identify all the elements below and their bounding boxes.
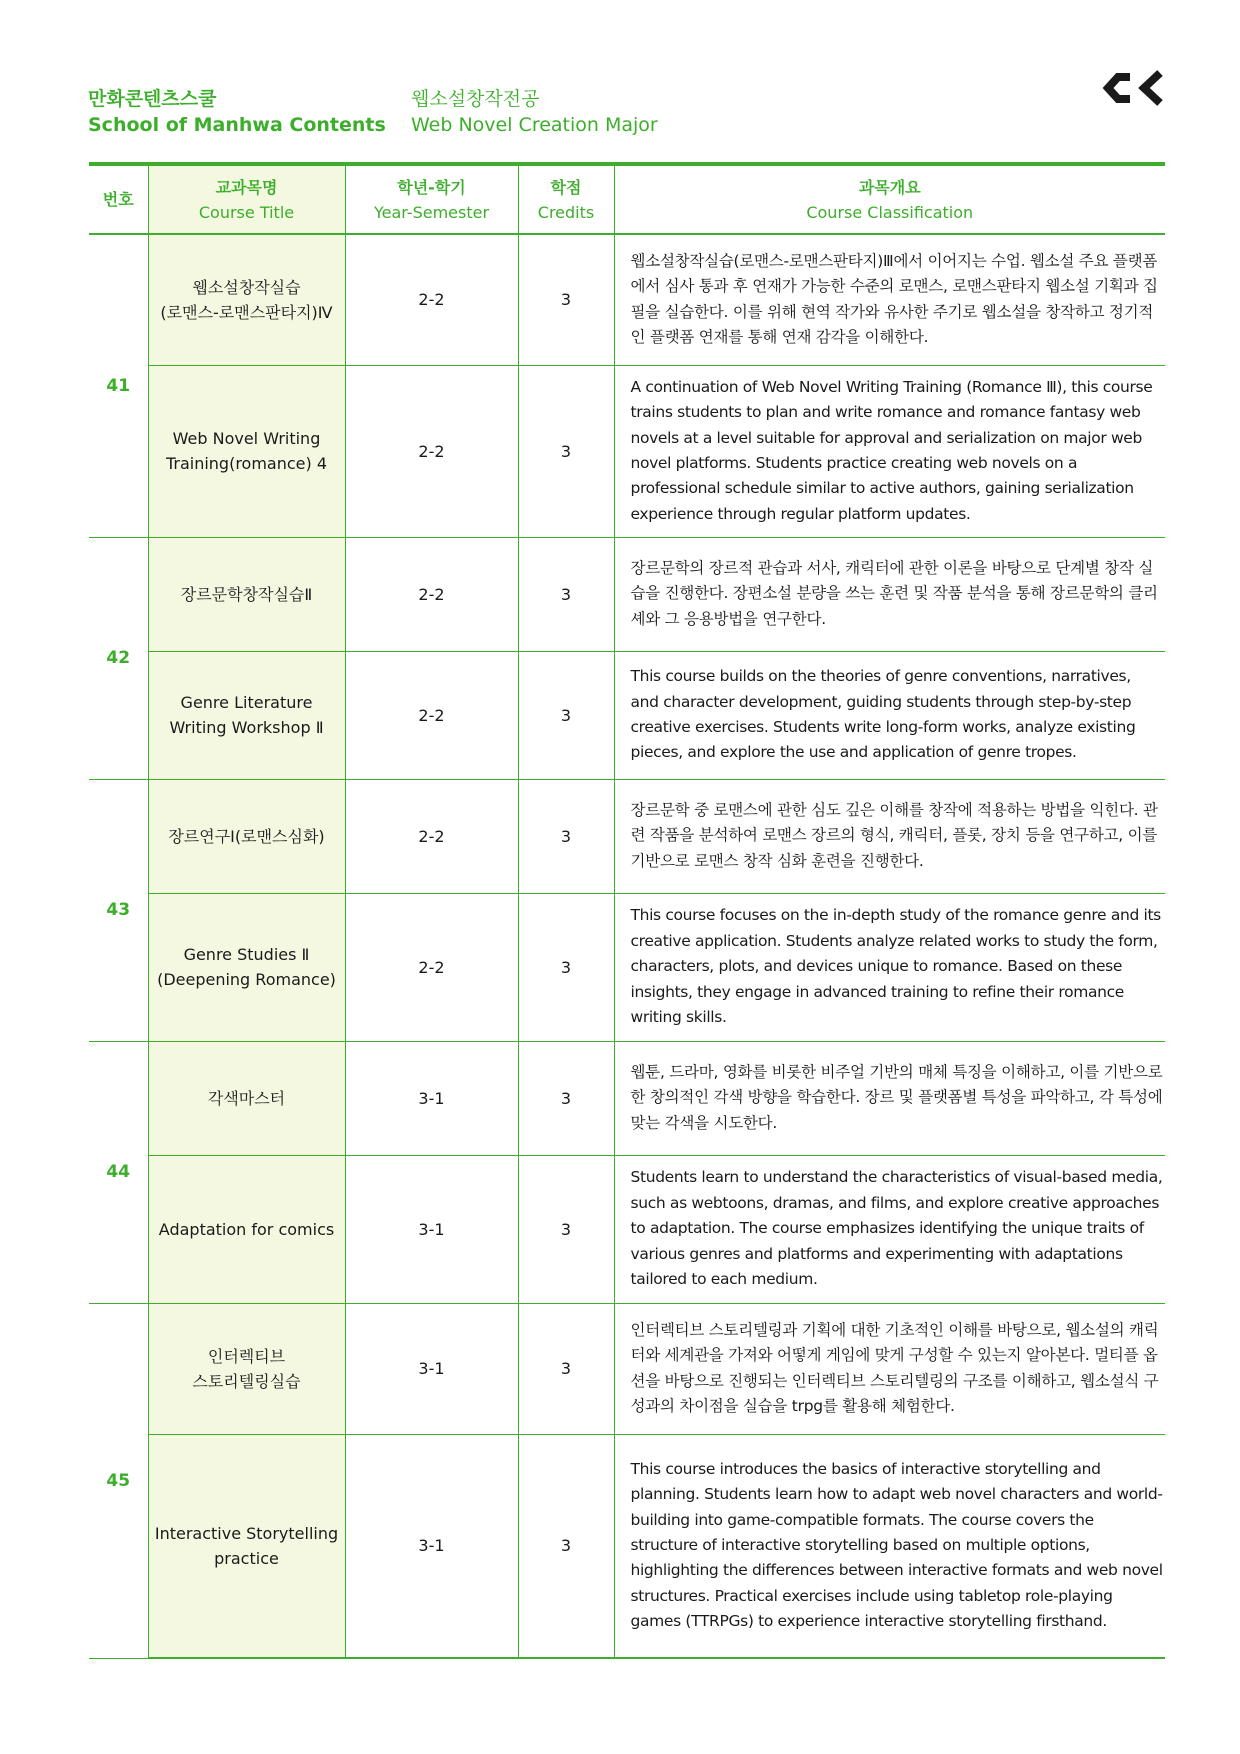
course-description-en: This course introduces the basics of interactive storytelling and planning. Students learn how to adapt web novel characters and world-building into game-compatible formats. The course covers the structure of interactive storytelling based on multiple options, highlighting the differences between interactive formats and web novel structures. Practical exercises include using tabletop role-playing games (TTRPGs) to experience interactive storytelling firsthand. <box>614 1434 1165 1658</box>
table-row <box>89 1041 1165 1155</box>
course-title-line: 장르연구Ⅰ(로맨스심화) <box>168 826 325 846</box>
course-title-line: 스토리텔링실습 <box>192 1371 301 1391</box>
course-title-en <box>148 1155 345 1303</box>
course-title-line: Genre Literature <box>180 693 313 712</box>
school-name <box>88 86 386 138</box>
ck-logo-icon <box>1100 68 1166 108</box>
course-number: 44 <box>89 1041 148 1303</box>
course-title-ko <box>148 779 345 893</box>
course-description-ko: 웹툰, 드라마, 영화를 비롯한 비주얼 기반의 매체 특징을 이해하고, 이를 기반으로 한 창의적인 각색 방향을 학습한다. 장르 및 플랫폼별 특성을 파악하고, 각 특성에 맞는 각색을 시도한다. <box>614 1041 1165 1155</box>
credits: 3 <box>518 365 614 537</box>
table-header-row <box>89 164 1165 234</box>
credits: 3 <box>518 651 614 779</box>
header-credits-ko: 학점 <box>550 177 582 197</box>
course-title-line: practice <box>214 1548 279 1568</box>
course-description-ko: 웹소설창작실습(로맨스-로맨스판타지)Ⅲ에서 이어지는 수업. 웹소설 주요 플랫폼에서 심사 통과 후 연재가 가능한 수준의 로맨스, 로맨스판타지 웹소설 기획과 집필을 실습한다. 이를 위해 현역 작가와 유사한 주기로 웹소설을 창작하고 정기적인 플랫폼 연재를 통해 연재 감각을 이해한다. <box>614 234 1165 365</box>
year-semester: 2-2 <box>345 893 518 1041</box>
table-row <box>89 537 1165 651</box>
course-title-line: Genre Studies Ⅱ <box>183 945 310 964</box>
credits: 3 <box>518 779 614 893</box>
year-semester: 2-2 <box>345 537 518 651</box>
year-semester: 2-2 <box>345 651 518 779</box>
course-description-en: A continuation of Web Novel Writing Training (Romance Ⅲ), this course trains students to plan and write romance and romance fantasy web novels at a level suitable for approval and serialization on major web novel platforms. Students practice creating web novels on a professional schedule similar to active authors, gaining serialization experience through regular platform updates. <box>614 365 1165 537</box>
credits: 3 <box>518 1434 614 1658</box>
course-number: 45 <box>89 1303 148 1658</box>
course-title-line: (로맨스-로맨스판타지)Ⅳ <box>160 302 333 322</box>
course-description-en: Students learn to understand the characteristics of visual-based media, such as webtoons, dramas, and films, and explore creative approaches to adaptation. The course emphasizes identifying the unique traits of various genres and platforms and experimenting with adaptations tailored to each medium. <box>614 1155 1165 1303</box>
course-number: 42 <box>89 537 148 779</box>
table-row <box>89 779 1165 893</box>
table-row <box>89 234 1165 365</box>
header-no <box>89 164 148 234</box>
course-title-ko <box>148 234 345 365</box>
course-title-ko <box>148 1303 345 1434</box>
table-row <box>89 1434 1165 1658</box>
year-semester: 2-2 <box>345 365 518 537</box>
header-credits-en: Credits <box>537 202 595 222</box>
year-semester: 3-1 <box>345 1041 518 1155</box>
credits: 3 <box>518 1155 614 1303</box>
course-table <box>89 162 1165 1659</box>
header-year-semester-ko: 학년-학기 <box>397 177 466 197</box>
header-course-classification-ko: 과목개요 <box>858 177 921 197</box>
table-row <box>89 1303 1165 1434</box>
year-semester: 3-1 <box>345 1303 518 1434</box>
course-description-ko: 장르문학의 장르적 관습과 서사, 캐릭터에 관한 이론을 바탕으로 단계별 창작 실습을 진행한다. 장편소설 분량을 쓰는 훈련 및 작품 분석을 통해 장르문학의 클리셰와 그 응용방법을 연구한다. <box>614 537 1165 651</box>
course-title-en <box>148 365 345 537</box>
header-course-classification-en: Course Classification <box>806 202 974 222</box>
course-description-ko: 인터렉티브 스토리텔링과 기획에 대한 기초적인 이해를 바탕으로, 웹소설의 캐릭터와 세계관을 가져와 어떻게 게임에 맞게 구성할 수 있는지 알아본다. 멀티플 옵션을 바탕으로 진행되는 인터렉티브 스토리텔링의 구조를 이해하고, 웹소설식 구성과의 차이점을 실습을 trpg를 활용해 체험한다. <box>614 1303 1165 1434</box>
header-year-semester-en: Year-Semester <box>373 202 490 222</box>
header-course-title-ko: 교과목명 <box>215 177 278 197</box>
year-semester: 2-2 <box>345 779 518 893</box>
table-row <box>89 893 1165 1041</box>
credits: 3 <box>518 537 614 651</box>
school-name-en: School of Manhwa Contents <box>88 114 386 136</box>
course-title-line: 인터렉티브 <box>207 1346 286 1366</box>
header-course-title <box>148 164 345 234</box>
school-name-ko: 만화콘텐츠스쿨 <box>88 88 217 110</box>
course-title-line: Interactive Storytelling <box>154 1523 339 1543</box>
course-title-line: (Deepening Romance) <box>157 970 336 989</box>
course-title-line: Adaptation for comics <box>158 1219 335 1239</box>
header-course-classification <box>614 164 1165 234</box>
year-semester: 3-1 <box>345 1434 518 1658</box>
header-course-title-en: Course Title <box>198 202 295 222</box>
credits: 3 <box>518 893 614 1041</box>
header-year-semester <box>345 164 518 234</box>
course-title-en <box>148 1434 345 1658</box>
course-title-line: 장르문학창작실습Ⅱ <box>180 584 313 604</box>
major-name-ko: 웹소설창작전공 <box>411 88 540 110</box>
year-semester: 3-1 <box>345 1155 518 1303</box>
course-number: 41 <box>89 234 148 537</box>
table-row <box>89 365 1165 537</box>
course-title-en <box>148 651 345 779</box>
table-row <box>89 1155 1165 1303</box>
header-credits <box>518 164 614 234</box>
major-name <box>411 86 658 138</box>
course-description-en: This course builds on the theories of genre conventions, narratives, and character development, guiding students through step-by-step creative exercises. Students write long-form works, analyze existing pieces, and explore the use and application of genre tropes. <box>614 651 1165 779</box>
credits: 3 <box>518 234 614 365</box>
year-semester: 2-2 <box>345 234 518 365</box>
credits: 3 <box>518 1303 614 1434</box>
course-title-en <box>148 893 345 1041</box>
course-description-ko: 장르문학 중 로맨스에 관한 심도 깊은 이해를 창작에 적용하는 방법을 익힌다. 관련 작품을 분석하여 로맨스 장르의 형식, 캐릭터, 플롯, 장치 등을 연구하고, 이를 기반으로 로맨스 창작 심화 훈련을 진행한다. <box>614 779 1165 893</box>
course-title-line: 웹소설창작실습 <box>192 277 301 297</box>
course-title-ko <box>148 537 345 651</box>
course-number: 43 <box>89 779 148 1041</box>
course-title-line: Web Novel Writing <box>172 429 321 448</box>
major-name-en: Web Novel Creation Major <box>411 114 658 136</box>
course-title-line: Writing Workshop Ⅱ <box>169 718 324 737</box>
credits: 3 <box>518 1041 614 1155</box>
course-description-en: This course focuses on the in-depth study of the romance genre and its creative application. Students analyze related works to study the form, characters, plots, and devices unique to romance. Based on these insights, they engage in advanced training to refine their romance writing skills. <box>614 893 1165 1041</box>
course-title-line: 각색마스터 <box>207 1088 286 1108</box>
header-no-ko: 번호 <box>102 190 134 209</box>
course-title-ko <box>148 1041 345 1155</box>
table-row <box>89 651 1165 779</box>
course-title-line: Training(romance) 4 <box>165 454 328 473</box>
